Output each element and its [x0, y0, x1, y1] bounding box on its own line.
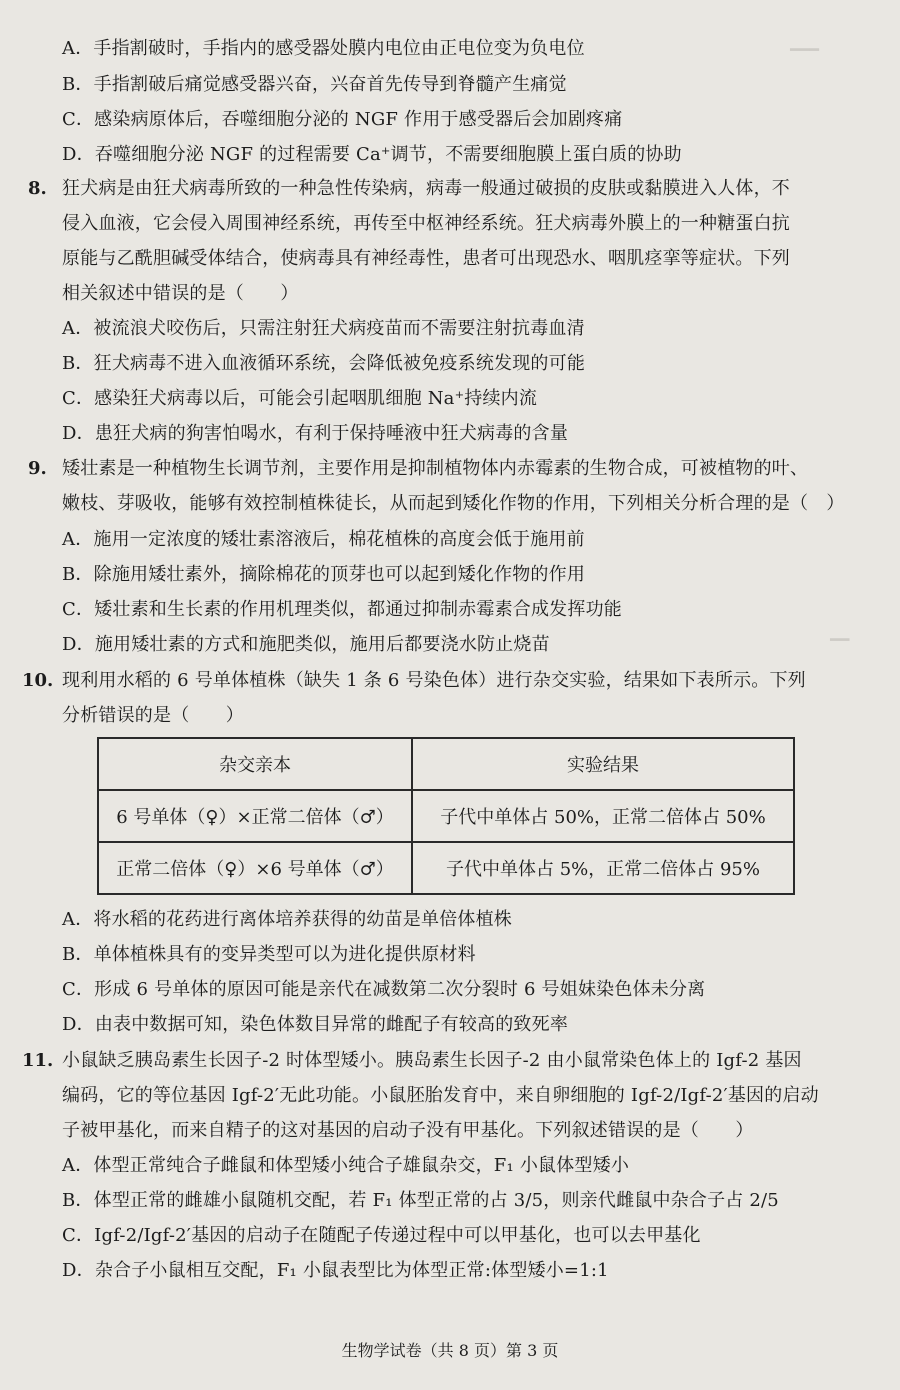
bleed-through-text: ━━: [830, 630, 850, 649]
q7-option-b: B．手指割破后痛觉感受器兴奋，兴奋首先传导到脊髓产生痛觉: [62, 74, 567, 95]
q8-option-a: A．被流浪犬咬伤后，只需注射狂犬病疫苗而不需要注射抗毒血清: [62, 318, 585, 339]
table-cell: 正常二倍体（♀）×6 号单体（♂）: [98, 842, 412, 894]
q8-stem-line: 相关叙述中错误的是（ ）: [62, 283, 299, 304]
results-table: [97, 737, 795, 895]
q8-option-b: B．狂犬病毒不进入血液循环系统，会降低被免疫系统发现的可能: [62, 353, 586, 374]
table-header-cell: 杂交亲本: [98, 738, 412, 790]
q9-option-d: D．施用矮壮素的方式和施肥类似，施用后都要浇水防止烧苗: [62, 634, 550, 655]
q10-option-d: D．由表中数据可知，染色体数目异常的雌配子有较高的致死率: [62, 1014, 569, 1035]
table-cell: 子代中单体占 50%，正常二倍体占 50%: [412, 790, 794, 842]
q9-stem-line: 矮壮素是一种植物生长调节剂，主要作用是抑制植物体内赤霉素的生物合成，可被植物的叶、: [62, 458, 809, 479]
q10-number: 10.: [22, 670, 54, 691]
q8-stem-line: 原能与乙酰胆碱受体结合，使病毒具有神经毒性，患者可出现恐水、咽肌痉挛等症状。下列: [62, 248, 790, 269]
table-cell: 子代中单体占 5%，正常二倍体占 95%: [412, 842, 794, 894]
q11-stem-line: 小鼠缺乏胰岛素生长因子-2 时体型矮小。胰岛素生长因子-2 由小鼠常染色体上的 Igf-2 基因: [62, 1050, 802, 1071]
q8-stem-line: 侵入血液，它会侵入周围神经系统，再传至中枢神经系统。狂犬病毒外膜上的一种糖蛋白抗: [62, 213, 790, 234]
q11-option-b: B．体型正常的雌雄小鼠随机交配，若 F₁ 体型正常的占 3/5，则亲代雌鼠中杂合子占 2/5: [62, 1190, 779, 1211]
bleed-through-text: ━━━: [790, 40, 819, 59]
q9-option-c: C．矮壮素和生长素的作用机理类似，都通过抑制赤霉素合成发挥功能: [62, 599, 622, 620]
q8-number: 8.: [28, 178, 47, 199]
q11-stem-line: 子被甲基化，而来自精子的这对基因的启动子没有甲基化。下列叙述错误的是（ ）: [62, 1120, 754, 1141]
q11-option-a: A．体型正常纯合子雌鼠和体型矮小纯合子雄鼠杂交，F₁ 小鼠体型矮小: [62, 1155, 630, 1176]
q7-option-d: D．吞噬细胞分泌 NGF 的过程需要 Ca⁺调节，不需要细胞膜上蛋白质的协助: [62, 144, 682, 165]
q8-stem-line: 狂犬病是由狂犬病毒所致的一种急性传染病，病毒一般通过破损的皮肤或黏膜进入人体，不: [62, 178, 790, 199]
q11-option-c: C．Igf-2/Igf-2′基因的启动子在随配子传递过程中可以甲基化，也可以去甲基化: [62, 1225, 701, 1246]
q9-option-b: B．除施用矮壮素外，摘除棉花的顶芽也可以起到矮化作物的作用: [62, 564, 586, 585]
q11-number: 11.: [22, 1050, 54, 1071]
q8-option-c: C．感染狂犬病毒以后，可能会引起咽肌细胞 Na⁺持续内流: [62, 388, 538, 409]
table-row: [98, 790, 794, 842]
table-row: [98, 842, 794, 894]
table-header-cell: 实验结果: [412, 738, 794, 790]
q10-option-c: C．形成 6 号单体的原因可能是亲代在减数第二次分裂时 6 号姐妹染色体未分离: [62, 979, 706, 1000]
q7-option-a: A．手指割破时，手指内的感受器处膜内电位由正电位变为负电位: [62, 38, 585, 59]
q11-stem-line: 编码，它的等位基因 Igf-2′无此功能。小鼠胚胎发育中，来自卵细胞的 Igf-2/Igf-2′基因的启动: [62, 1085, 819, 1106]
q11-option-d: D．杂合子小鼠相互交配，F₁ 小鼠表型比为体型正常:体型矮小=1:1: [62, 1260, 609, 1281]
table-header-row: [98, 738, 794, 790]
page-footer: 生物学试卷（共 8 页）第 3 页: [341, 1341, 559, 1360]
q10-stem-line: 现利用水稻的 6 号单体植株（缺失 1 条 6 号染色体）进行杂交实验，结果如下表所示。下列: [62, 670, 806, 691]
q9-number: 9.: [28, 458, 47, 479]
q10-option-a: A．将水稻的花药进行离体培养获得的幼苗是单倍体植株: [62, 909, 512, 930]
q10-option-b: B．单体植株具有的变异类型可以为进化提供原材料: [62, 944, 476, 965]
q8-option-d: D．患狂犬病的狗害怕喝水，有利于保持唾液中狂犬病毒的含量: [62, 423, 569, 444]
q7-option-c: C．感染病原体后，吞噬细胞分泌的 NGF 作用于感受器后会加剧疼痛: [62, 109, 623, 130]
q9-stem-line: 嫩枝、芽吸收，能够有效控制植株徒长，从而起到矮化作物的作用，下列相关分析合理的是（ ）: [62, 493, 845, 514]
q9-option-a: A．施用一定浓度的矮壮素溶液后，棉花植株的高度会低于施用前: [62, 529, 585, 550]
table-cell: 6 号单体（♀）×正常二倍体（♂）: [98, 790, 412, 842]
q10-stem-line: 分析错误的是（ ）: [62, 705, 244, 726]
